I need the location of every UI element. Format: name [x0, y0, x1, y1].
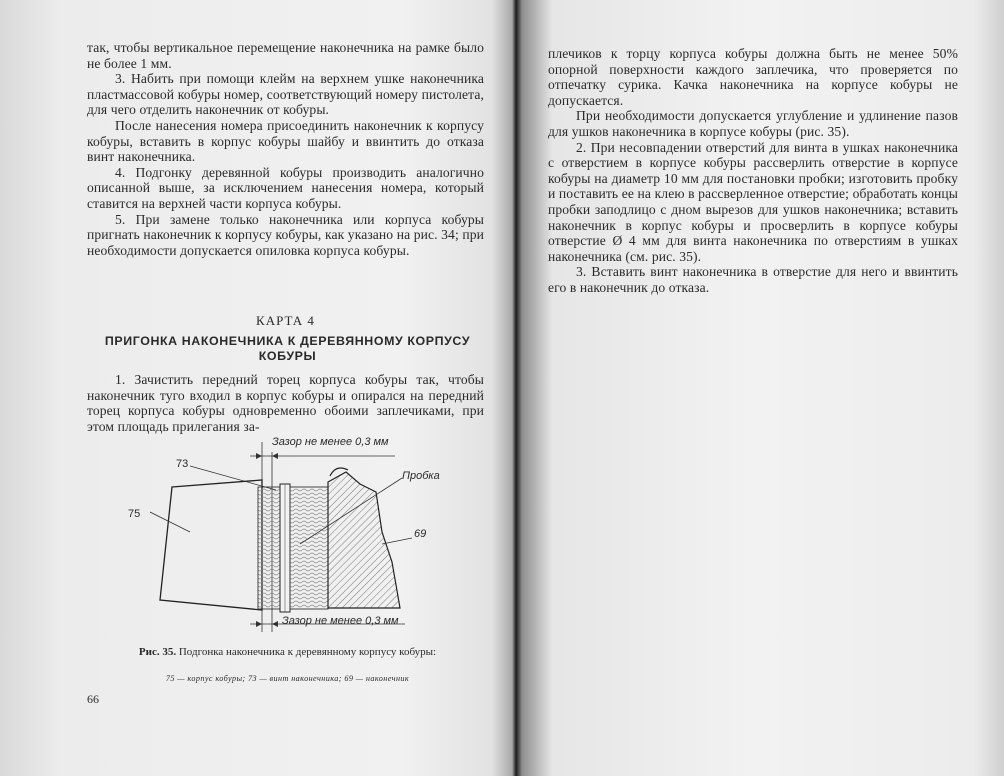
- label-75: 75: [128, 508, 141, 520]
- card-text: [87, 372, 484, 434]
- paragraph: После нанесения номера присоединить наконечник к корпусу кобуры, вставить в корпус кобуры шайбу и ввинтить до отказа винт наконечника.: [87, 117, 484, 165]
- paragraph: 2. При несовпадении отверстий для винта в ушках наконечника с отверстием в корпусе кобуры рассверлить отверстие в корпусе кобуры на диаметр 10 мм для постановки пробки; изготовить пробку и поставить ее на клею в рассверленное отверстие; обработать концы пробки заподлицо с дном вырезов для ушков наконечника; вставить наконечник в корпус кобуры и просверлить в корпусе кобуры отверстие Ø 4 мм для винта наконечника по отверстиям в ушках наконечника (см. рис. 35).: [548, 139, 958, 264]
- right-page-text: [548, 46, 958, 296]
- paragraph: 3. Вставить винт наконечника в отверстие для него и ввинтить его в наконечник до отказа.: [548, 264, 958, 295]
- card-number: КАРТА 4: [256, 313, 315, 328]
- card-title: ПРИГОНКА НАКОНЕЧНИКА К ДЕРЕВЯННОМУ КОРПУСУ КОБУРЫ: [104, 334, 471, 363]
- caption-prefix: Рис. 35.: [138, 646, 177, 658]
- wood-section: [258, 487, 280, 609]
- label-plug: Пробка: [402, 470, 440, 482]
- page-number: 66: [87, 692, 99, 706]
- paragraph: 3. Набить при помощи клейм на верхнем ушке наконечника пластмассовой кобуры номер, соответствующий номеру пистолета, для чего отделить наконечник от кобуры.: [87, 71, 484, 118]
- figure-legend: 75 — корпус кобуры; 73 — винт наконечника; 69 — наконечник: [165, 674, 410, 683]
- paragraph: 1. Зачистить передний торец корпуса кобуры так, чтобы наконечник туго входил в корпус кобуры и опирался на передний торец корпуса кобуры одновременно обоими заплечиками, при этом площадь прилегания за-: [87, 372, 484, 434]
- paragraph: плечиков к торцу корпуса кобуры должна быть не менее 50% опорной поверхности каждого заплечика, что проверяется по отпечатку сурика. Качка наконечника на корпусе кобуры не допускается.: [548, 46, 958, 108]
- gap-label-bottom: Зазор не менее 0,3 мм: [282, 615, 399, 627]
- paragraph: так, чтобы вертикальное перемещение наконечника на рамке было не более 1 мм.: [87, 40, 484, 71]
- paragraph: 4. Подгонку деревянной кобуры производить аналогично описанной выше, за исключением нанесения номера, который ставится на верхней части корпуса кобуры.: [87, 164, 484, 211]
- gap-label-top: Зазор не менее 0,3 мм: [272, 436, 389, 448]
- label-69: 69: [414, 528, 427, 540]
- figure-35: [128, 432, 470, 644]
- paragraph: При необходимости допускается углубление и удлинение пазов для ушков наконечника в корпусе кобуры (рис. 35).: [548, 108, 958, 139]
- left-page-text: [87, 40, 484, 258]
- holster-body-75: [160, 480, 262, 610]
- caption-text: Подгонка наконечника к деревянному корпусу кобуры:: [178, 646, 437, 658]
- tip-69: [328, 472, 400, 608]
- right-page: [518, 0, 1004, 776]
- plug: [290, 487, 328, 609]
- label-73: 73: [176, 458, 189, 470]
- figure-caption: [100, 646, 475, 659]
- paragraph: 5. При замене только наконечника или корпуса кобуры пригнать наконечник к корпусу кобуры, как указано на рис. 34; при необходимости допускается опиловка корпуса кобуры.: [87, 211, 484, 258]
